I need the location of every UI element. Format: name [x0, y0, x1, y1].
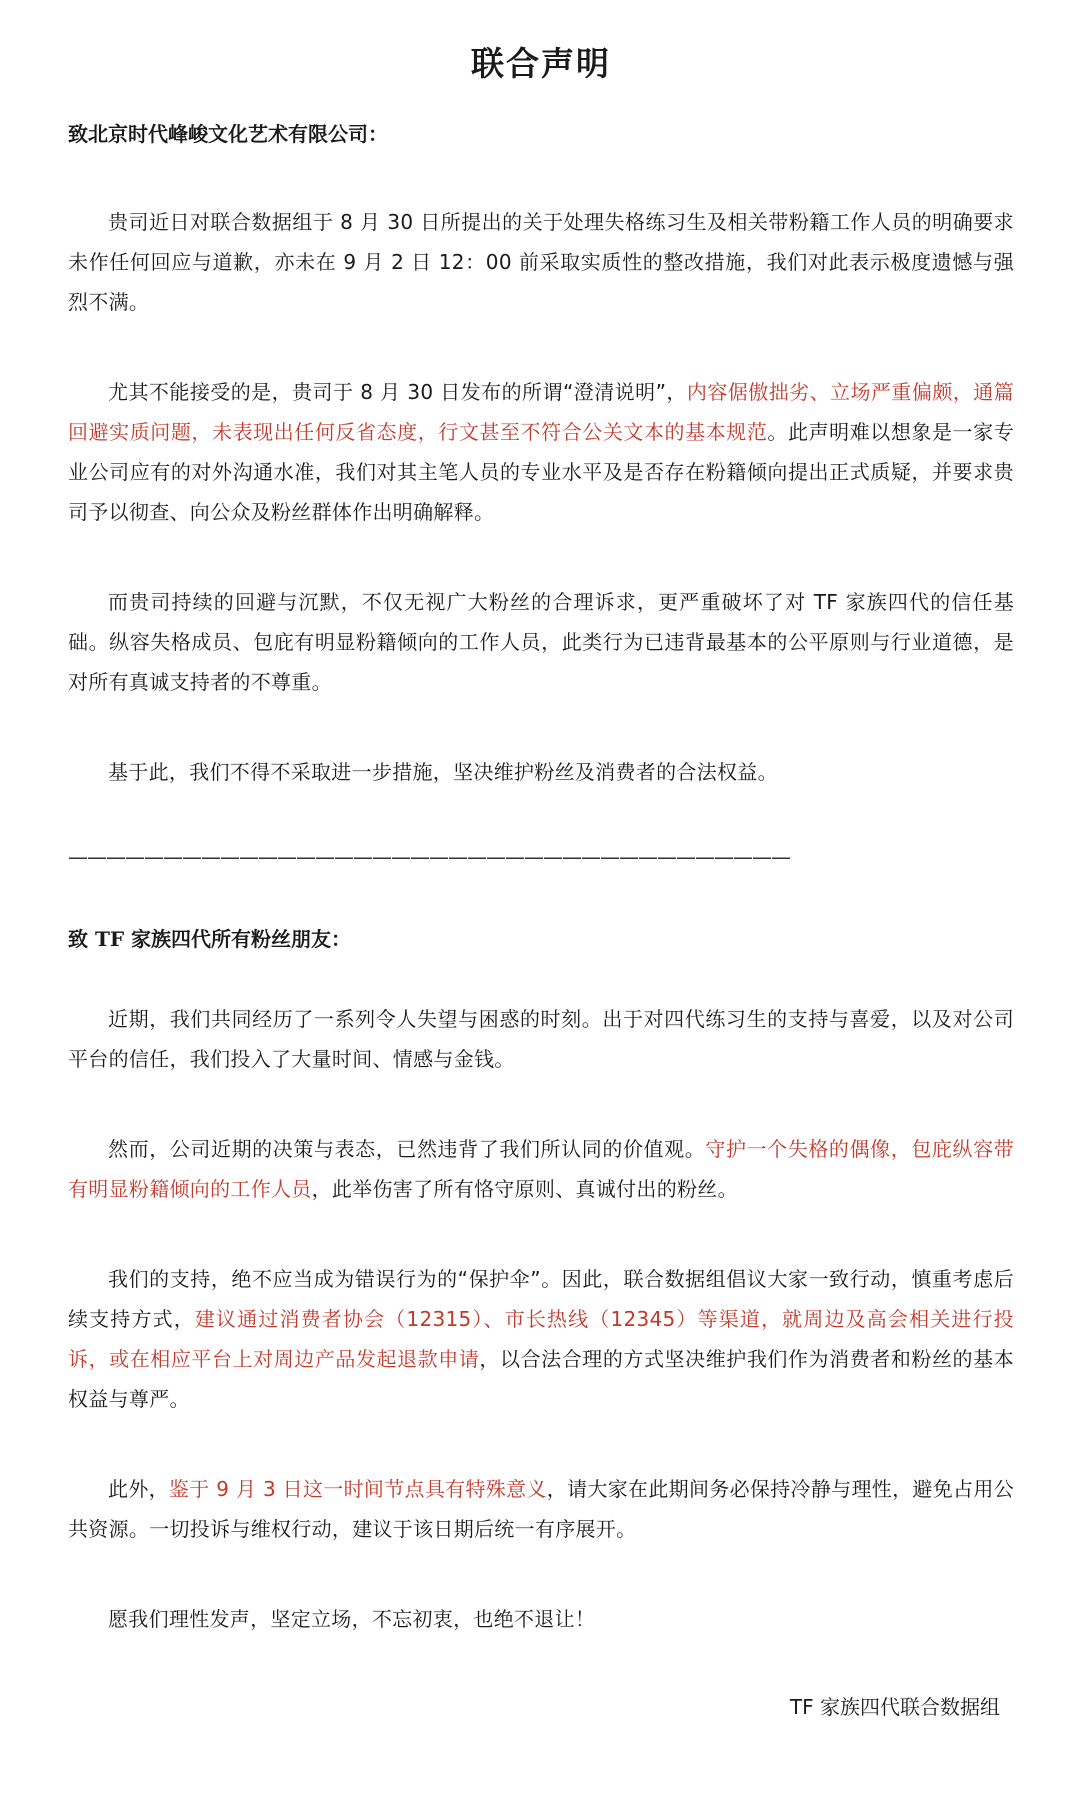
section-to-company: [68, 116, 1014, 792]
paragraph: 贵司近日对联合数据组于 8 月 30 日所提出的关于处理失格练习生及相关带粉籍工作人员的明确要求未作任何回应与道歉，亦未在 9 月 2 日 12：00 前采取实质性的整改措施，我们对此表示极度遗憾与强烈不满。: [68, 210, 1014, 314]
paragraph-text: 然而，公司近期的决策与表态，已然违背了我们所认同的价值观。: [108, 1137, 706, 1161]
section-to-fans: [68, 921, 1014, 1639]
signature: TF 家族四代联合数据组: [789, 1695, 1000, 1719]
paragraph: [68, 1129, 1014, 1209]
section-divider: ——————————————————————————————————————: [68, 845, 790, 869]
addressee-company: 致北京时代峰峻文化艺术有限公司：: [68, 122, 388, 146]
highlighted-text: 守护一个失格的偶像，包庇纵容带有明显粉籍倾向的工作人员: [68, 1137, 1015, 1201]
paragraph-text: ，请大家在此期间务必保持冷静与理性，避免占用公共资源。一切投诉与维权行动，建议于该日期后统一有序展开。: [68, 1477, 1014, 1541]
document-title: 联合声明: [471, 44, 611, 83]
paragraph: [68, 1259, 1014, 1419]
paragraph: 而贵司持续的回避与沉默，不仅无视广大粉丝的合理诉求，更严重破坏了对 TF 家族四代的信任基础。纵容失格成员、包庇有明显粉籍倾向的工作人员，此类行为已违背最基本的公平原则与行业道德，是对所有真诚支持者的不尊重。: [68, 590, 1014, 694]
paragraph: 基于此，我们不得不采取进一步措施，坚决维护粉丝及消费者的合法权益。: [108, 760, 778, 784]
paragraph-text: 此外，: [108, 1477, 169, 1501]
paragraph-text: 尤其不能接受的是，贵司于 8 月 30 日发布的所谓“澄清说明”，: [108, 380, 687, 404]
paragraph: [68, 372, 1014, 532]
highlighted-text: 内容倨傲拙劣、立场严重偏颇，通篇回避实质问题，未表现出任何反省态度，行文甚至不符合公关文本的基本规范: [68, 380, 1014, 444]
addressee-fans: 致 TF 家族四代所有粉丝朋友：: [68, 927, 352, 951]
highlighted-text: 建议通过消费者协会（12315）、市长热线（12345）等渠道，就周边及高会相关进行投诉，或在相应平台上对周边产品发起退款申请: [68, 1307, 1014, 1371]
paragraph-text: 。此声明难以想象是一家专业公司应有的对外沟通水准，我们对其主笔人员的专业水平及是否存在粉籍倾向提出正式质疑，并要求贵司予以彻查、向公众及粉丝群体作出明确解释。: [68, 420, 1015, 524]
paragraph-text: ，此举伤害了所有恪守原则、真诚付出的粉丝。: [311, 1177, 738, 1201]
highlighted-text: 鉴于 9 月 3 日这一时间节点具有特殊意义: [168, 1477, 547, 1501]
paragraph: [68, 1469, 1014, 1549]
paragraph: 愿我们理性发声，坚定立场，不忘初衷，也绝不退让！: [108, 1607, 596, 1631]
paragraph-text: 我们的支持，绝不应当成为错误行为的“保护伞”。因此，联合数据组倡议大家一致行动，慎重考虑后续支持方式，: [68, 1267, 1014, 1331]
paragraph-text: ，以合法合理的方式坚决维护我们作为消费者和粉丝的基本权益与尊严。: [68, 1347, 1014, 1411]
paragraph: 近期，我们共同经历了一系列令人失望与困惑的时刻。出于对四代练习生的支持与喜爱，以及对公司平台的信任，我们投入了大量时间、情感与金钱。: [68, 1007, 1014, 1071]
